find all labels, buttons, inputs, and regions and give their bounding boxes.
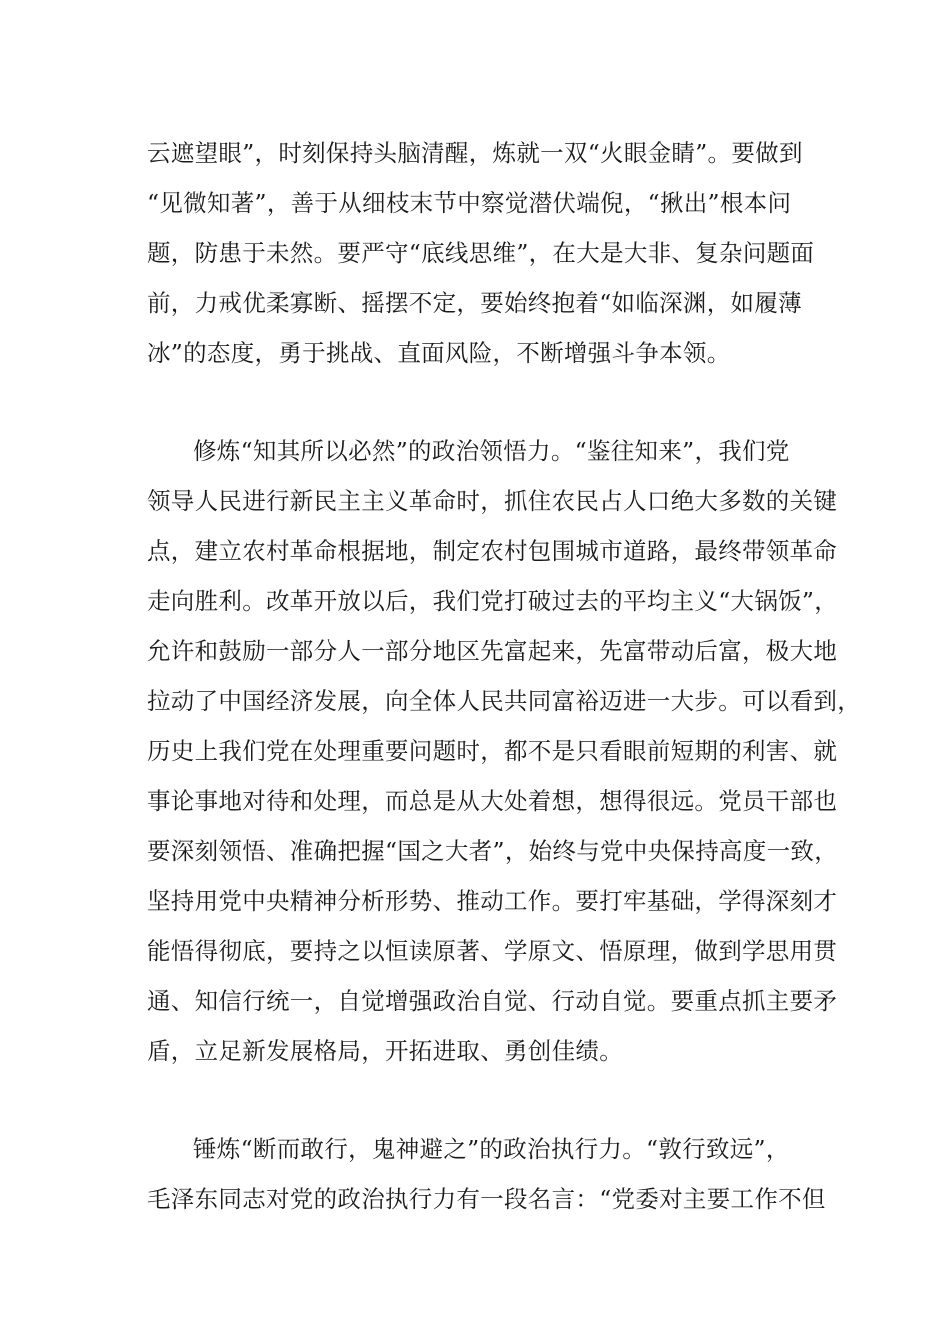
paragraph-line: 走向胜利。改革开放以后，我们党打破过去的平均主义“大锅饭”， — [147, 587, 839, 615]
paragraph-line: 毛泽东同志对党的政治执行力有一段名言：“党委对主要工作不但 — [147, 1185, 826, 1213]
paragraph-line: 题，防患于未然。要严守“底线思维”，在大是大非、复杂问题面 — [147, 239, 815, 267]
paragraph-line: 拉动了中国经济发展，向全体人民共同富裕迈进一大步。可以看到， — [147, 687, 861, 715]
paragraph-line: 前，力戒优柔寡断、摇摆不定，要始终抱着“如临深渊，如履薄 — [147, 289, 802, 317]
paragraph-line: 坚持用党中央精神分析形势、推动工作。要打牢基础，学得深刻才 — [147, 887, 838, 915]
paragraph-line: 要深刻领悟、准确把握“国之大者”，始终与党中央保持高度一致， — [147, 837, 839, 865]
paragraph-line: 盾，立足新发展格局，开拓进取、勇创佳绩。 — [147, 1037, 623, 1065]
paragraph-line: 修炼“知其所以必然”的政治领悟力。“鉴往知来”，我们党 — [193, 437, 790, 465]
paragraph-line: “见微知著”，善于从细枝末节中察觉潜伏端倪，“揪出”根本问 — [147, 189, 792, 217]
paragraph-line: 冰”的态度，勇于挑战、直面风险，不断增强斗争本领。 — [147, 339, 731, 367]
paragraph-line: 点，建立农村革命根据地，制定农村包围城市道路，最终带领革命 — [147, 537, 838, 565]
paragraph-line: 领导人民进行新民主主义革命时，抓住农民占人口绝大多数的关键 — [147, 487, 838, 515]
paragraph-line: 能悟得彻底，要持之以恒读原著、学原文、悟原理，做到学思用贯 — [147, 937, 838, 965]
paragraph-line: 允许和鼓励一部分人一部分地区先富起来，先富带动后富，极大地 — [147, 637, 838, 665]
paragraph-line: 锤炼“断而敢行，鬼神避之”的政治执行力。“敦行致远”， — [193, 1135, 790, 1163]
paragraph-line: 云遮望眼”，时刻保持头脑清醒，炼就一双“火眼金睛”。要做到 — [147, 139, 803, 167]
paragraph-line: 历史上我们党在处理重要问题时，都不是只看眼前短期的利害、就 — [147, 737, 838, 765]
paragraph-line: 通、知信行统一，自觉增强政治自觉、行动自觉。要重点抓主要矛 — [147, 987, 838, 1015]
paragraph-line: 事论事地对待和处理，而总是从大处着想，想得很远。党员干部也 — [147, 787, 838, 815]
